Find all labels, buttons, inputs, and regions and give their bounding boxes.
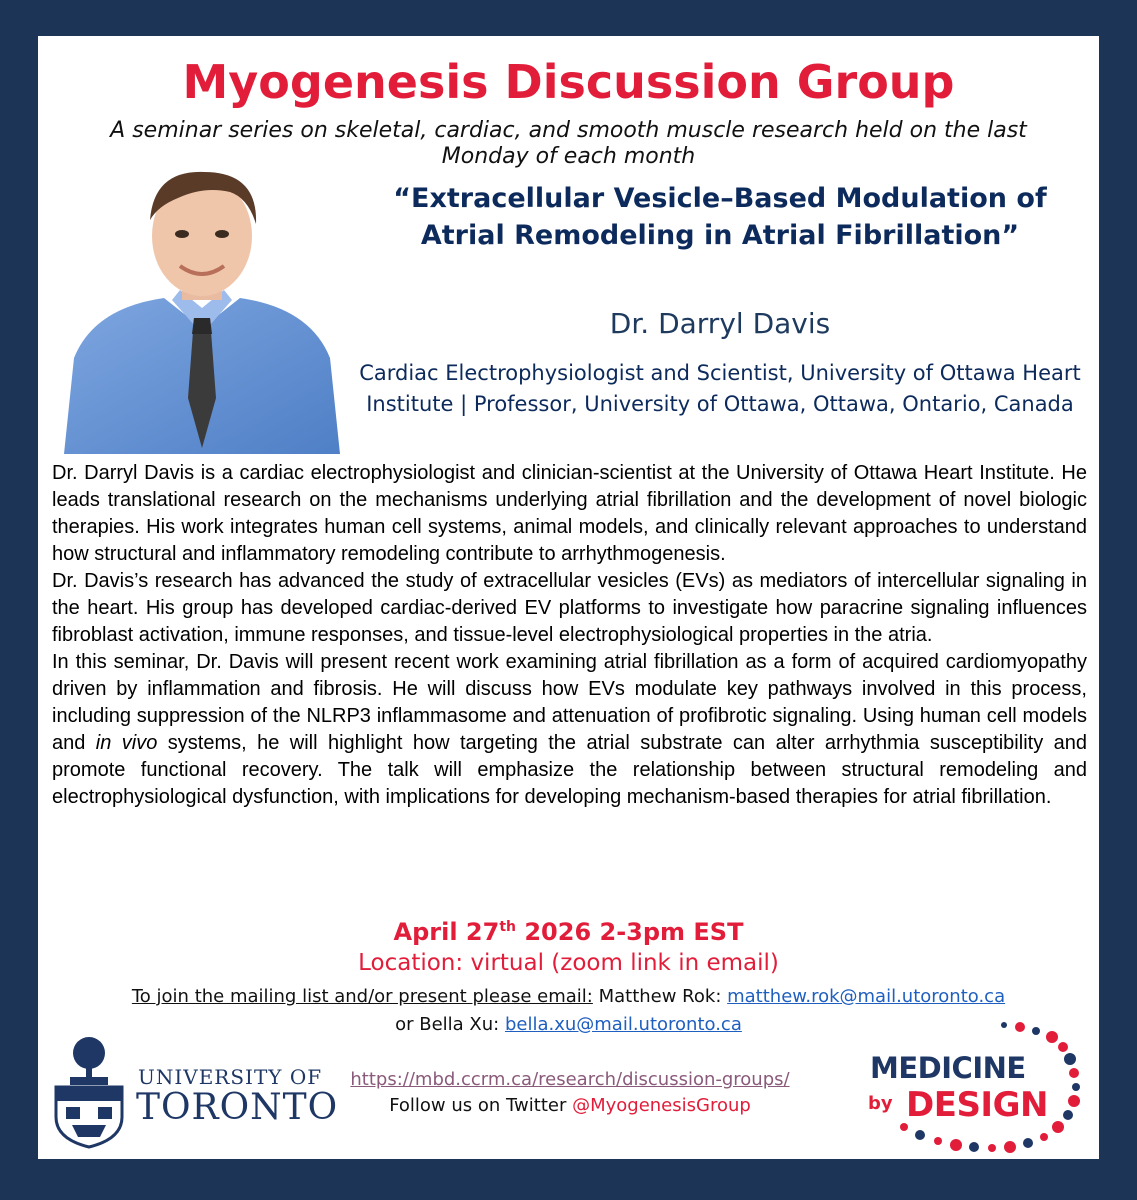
mbd-medicine: MEDICINE [870, 1051, 1026, 1085]
bio-paragraph-3 [52, 649, 1087, 811]
event-date-time: 2026 2-3pm EST [516, 918, 744, 946]
email-link-bella[interactable]: bella.xu@mail.utoronto.ca [504, 1014, 742, 1035]
twitter-handle[interactable]: @MyogenesisGroup [572, 1095, 751, 1116]
event-date-day: April 27 [393, 918, 500, 946]
mbd-by: by [868, 1093, 893, 1114]
bio-paragraph-3-text-a: In this seminar, Dr. Davis will present recent work examining atrial fibrillation as a form of acquired cardiomyopathy driven by inflammation and fibrosis. He will discuss how EVs modulate key pathways involved in this process, including suppression of the NLRP3 inflammasome and attenuation of profibrotic signaling. Using human cell models and [52, 651, 1087, 754]
bio-italic-term: in vivo [95, 732, 158, 754]
event-series-title: Myogenesis Discussion Group [182, 55, 955, 109]
speaker-photo [54, 158, 350, 454]
mbd-design: DESIGN [906, 1085, 1048, 1125]
talk-title: “Extracellular Vesicle–Based Modulation of Atrial Remodeling in Atrial Fibrillation” [393, 183, 1047, 251]
email-link-matthew[interactable]: matthew.rok@mail.utoronto.ca [727, 986, 1006, 1007]
event-date-suffix: th [499, 919, 516, 935]
medicine-by-design-logo [858, 1021, 1088, 1156]
speaker-bio [52, 460, 1087, 811]
discussion-groups-link[interactable]: https://mbd.ccrm.ca/research/discussion-groups/ [350, 1069, 790, 1090]
speaker-affiliation: Cardiac Electrophysiologist and Scientist, University of Ottawa Heart Institute | Professor, University of Ottawa, Ottawa, Ontario, Canada [359, 361, 1081, 416]
contact-name-1: Matthew Rok: [592, 986, 728, 1007]
portrait-icon [54, 158, 350, 454]
uoft-line-2: TORONTO [136, 1087, 339, 1128]
series-description: A seminar series on skeletal, cardiac, and smooth muscle research held on the last Monday of each month [110, 118, 1027, 169]
bio-paragraph-1: Dr. Darryl Davis is a cardiac electrophysiologist and clinician-scientist at the University of Ottawa Heart Institute. He leads translational research on the mechanisms underlying atrial fibrillation and the development of novel biologic therapies. His work integrates human cell systems, animal models, and clinically relevant approaches to understand how structural and inflammatory remodeling contribute to arrhythmogenesis. [52, 462, 1087, 565]
university-of-toronto-logo [46, 1031, 346, 1151]
contact-prompt: To join the mailing list and/or present please email: [131, 986, 593, 1007]
speaker-name: Dr. Darryl Davis [609, 307, 831, 340]
poster [38, 36, 1099, 1159]
bio-paragraph-2: Dr. Davis’s research has advanced the study of extracellular vesicles (EVs) as mediators of intercellular signaling in the heart. His group has developed cardiac-derived EV platforms to investigate how paracrine signaling influences fibroblast activation, immune responses, and tissue-level electrophysiological properties in the atria. [52, 570, 1087, 646]
uoft-line-1: UNIVERSITY OF [138, 1065, 323, 1089]
twitter-line [310, 1094, 830, 1118]
contact-name-2: or Bella Xu: [395, 1014, 505, 1035]
twitter-prefix: Follow us on Twitter [389, 1095, 573, 1116]
event-date [38, 912, 1099, 947]
event-location: Location: virtual (zoom link in email) [358, 950, 779, 976]
contact-line-1 [38, 984, 1099, 1010]
coat-of-arms-icon [46, 1031, 132, 1151]
bio-paragraph-3-text-b: systems, he will highlight how targeting the atrial substrate can alter arrhythmia susceptibility and promote functional recovery. The talk will emphasize the relationship between structural remodeling and electrophysiological dysfunction, with implications for developing mechanism-based therapies for atrial fibrillation. [52, 732, 1087, 808]
